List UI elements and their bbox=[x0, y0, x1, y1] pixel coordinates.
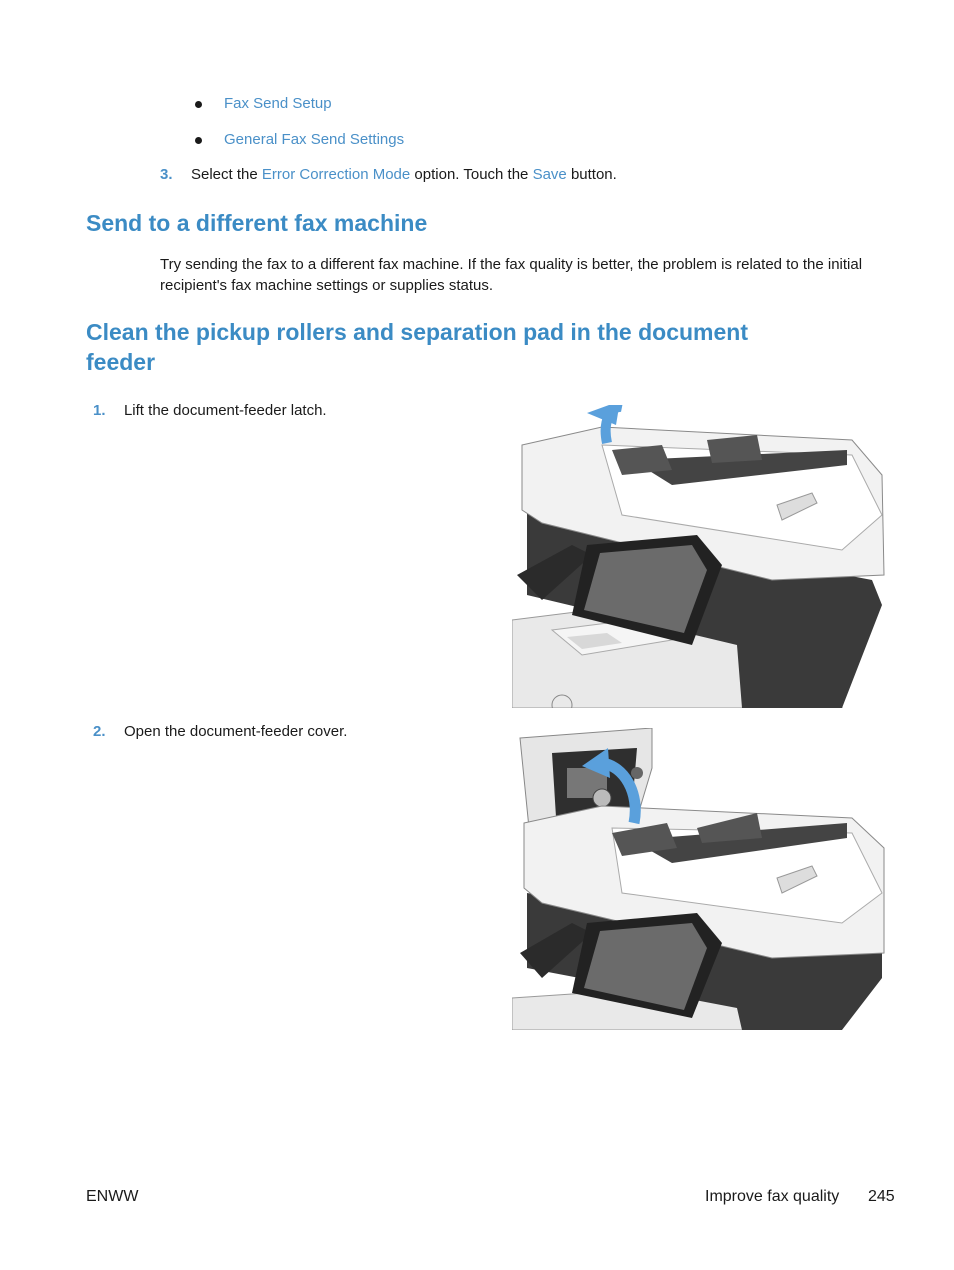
footer-left: ENWW bbox=[86, 1188, 139, 1205]
general-fax-send-settings-link[interactable]: General Fax Send Settings bbox=[224, 131, 405, 148]
bullet-dot bbox=[195, 137, 202, 144]
section-body-different-fax: Try sending the fax to a different fax machine. If the fax quality is better, the problem is related to the initial recipient's fax machine settings or supplies status. bbox=[160, 256, 863, 294]
heading-line-1: Clean the pickup rollers and separation pad in the document bbox=[86, 319, 749, 345]
step-suffix: button. bbox=[566, 166, 617, 183]
section-heading-different-fax: Send to a different fax machine bbox=[86, 210, 428, 236]
step-1 bbox=[93, 402, 327, 420]
heading-line-2: feeder bbox=[86, 349, 156, 375]
step-3 bbox=[160, 166, 617, 184]
step-text: Open the document-feeder cover. bbox=[123, 723, 348, 740]
bullet-item-fax-send-setup bbox=[195, 95, 332, 112]
step-text bbox=[191, 166, 617, 183]
section-heading-clean-rollers bbox=[86, 317, 846, 377]
step-number: 2. bbox=[93, 723, 106, 740]
footer-page-number: 245 bbox=[868, 1188, 895, 1205]
step-2 bbox=[93, 723, 347, 741]
printer-latch-illustration bbox=[512, 405, 892, 708]
bullet-dot bbox=[195, 101, 202, 108]
bullet-item-general-fax-send-settings bbox=[195, 131, 404, 148]
step-prefix: Select the bbox=[190, 166, 262, 183]
printer-open-cover-image bbox=[512, 728, 892, 1030]
save-link[interactable]: Save bbox=[532, 166, 567, 183]
footer-section-title: Improve fax quality bbox=[705, 1188, 840, 1205]
printer-open-cover-illustration bbox=[512, 728, 892, 1030]
error-correction-mode-link[interactable]: Error Correction Mode bbox=[261, 166, 411, 183]
step-middle: option. Touch the bbox=[410, 166, 533, 183]
printer-latch-image bbox=[512, 405, 892, 708]
step-number: 1. bbox=[93, 402, 106, 419]
step-number: 3. bbox=[160, 166, 173, 183]
fax-send-setup-link[interactable]: Fax Send Setup bbox=[224, 95, 332, 112]
step-text: Lift the document-feeder latch. bbox=[123, 402, 327, 419]
